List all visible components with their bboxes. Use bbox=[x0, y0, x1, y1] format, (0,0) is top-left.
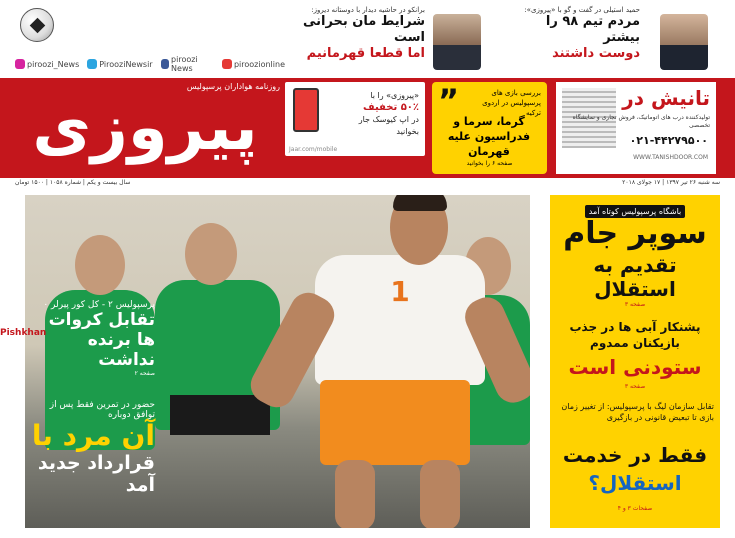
headline-to-esteghlal[interactable]: تقدیم به استقلال bbox=[593, 253, 677, 301]
phone-icon bbox=[293, 88, 319, 132]
quote-icon: ” bbox=[438, 82, 460, 120]
headline-esteghlal-question[interactable]: استقلال؟ bbox=[588, 471, 682, 495]
shorts-dark bbox=[170, 395, 270, 435]
social-web[interactable]: piroozionline bbox=[222, 59, 285, 69]
social-bar bbox=[15, 56, 285, 72]
subhead-praiseworthy[interactable]: ستودنی است bbox=[568, 355, 702, 379]
shirt-number: 1 bbox=[390, 275, 410, 308]
web-icon bbox=[222, 59, 232, 69]
teaser-right[interactable]: حمید استیلی در گفت و گو با «پیروزی»: مردم تیم ۹۸ را بیشتر دوست داشتند bbox=[524, 6, 640, 61]
headline-only-serving[interactable]: فقط در خدمت bbox=[562, 443, 708, 467]
photo-story-2[interactable]: حضور در تمرین فقط پس از توافق دوباره آن مرد با قرارداد جدید آمد bbox=[31, 400, 155, 496]
yellow-teaser[interactable]: ” بررسی بازی های پرسپولیس در اردوی ترکیه گرما، سرما و فدراسیون علیه قهرمان صفحه ۶ را بخوانید bbox=[432, 82, 547, 174]
social-instagram[interactable]: piroozi_News bbox=[15, 59, 79, 69]
teaser-left[interactable]: برانکو در حاشیه دیدار با دوستانه دیروز: شرایط مان بحرانی است اما قطعا قهرمانیم bbox=[302, 6, 425, 61]
player-leg-right bbox=[420, 460, 460, 528]
instagram-icon bbox=[15, 59, 25, 69]
player-leg-left bbox=[335, 460, 375, 528]
facebook-icon bbox=[161, 59, 169, 69]
headline-super-cup[interactable]: سوپر جام bbox=[563, 216, 707, 251]
coach-head-mid bbox=[185, 223, 237, 285]
social-twitter[interactable]: PirooziNewsir bbox=[87, 59, 152, 69]
telegram-icon bbox=[87, 59, 97, 69]
watermark: Pishkhan bbox=[0, 328, 47, 338]
player-shorts bbox=[320, 380, 470, 465]
social-facebook[interactable]: piroozi News bbox=[161, 55, 214, 73]
newspaper-logo: پیروزی bbox=[32, 91, 258, 165]
football-icon bbox=[20, 8, 54, 42]
photo-story-1[interactable]: پرسپولیس ۲ - کل کور پیرلر ۰ تقابل کروات ها برنده نداشت صفحه ۲ bbox=[43, 300, 155, 377]
branko-portrait bbox=[433, 14, 481, 70]
player-hair bbox=[393, 195, 447, 211]
subhead-blues[interactable]: پشنکار آبی ها در جذب بازیکنان ممدوم bbox=[569, 320, 701, 350]
kicker-tag-1: باشگاه پرسپولیس کوتاه آمد bbox=[585, 205, 686, 218]
coach-head-left bbox=[75, 235, 125, 295]
date-line: سه شنبه ۲۶ تیر ۱۳۹۷ | ۱۷ جولای ۲۰۱۸ سال بیست و یکم | شماره ۱۰۵۸ | ۱۵۰۰ تومان bbox=[15, 179, 720, 186]
tanish-door-ad[interactable]: تانیش در تولیدکننده درب های اتوماتیک، فروش تجاری و نمایشگاه تخصصی ۰۲۱-۴۴۲۷۹۵۰۰ WWW.TANISHDOOR.COM bbox=[556, 82, 716, 174]
right-column: باشگاه پرسپولیس کوتاه آمد سوپر جام تقدیم به استقلال صفحه ۳ پشنکار آبی ها در جذب بازیکنان ممدوم ستودنی است صفحه ۳ تقابل سازمان لیگ با پرسپولیس: از تغییر زمان بازی تا تبعیض قانونی در بازگیری فقط در خدمت استقلال؟ صفحات ۳ و ۴ bbox=[550, 195, 720, 528]
tagline: روزنامه هواداران پرسپولیس bbox=[186, 82, 280, 91]
kicker-league: تقابل سازمان لیگ با پرسپولیس: از تغییر زمان بازی تا تبعیض قانونی در بازگیری bbox=[556, 401, 714, 423]
kiosk-ad[interactable]: «پیروزی» را با ۵۰٪ تخفیف در اپ کیوسک جار بخوانید Jaar.com/mobile bbox=[285, 82, 425, 156]
estili-portrait bbox=[660, 14, 708, 70]
